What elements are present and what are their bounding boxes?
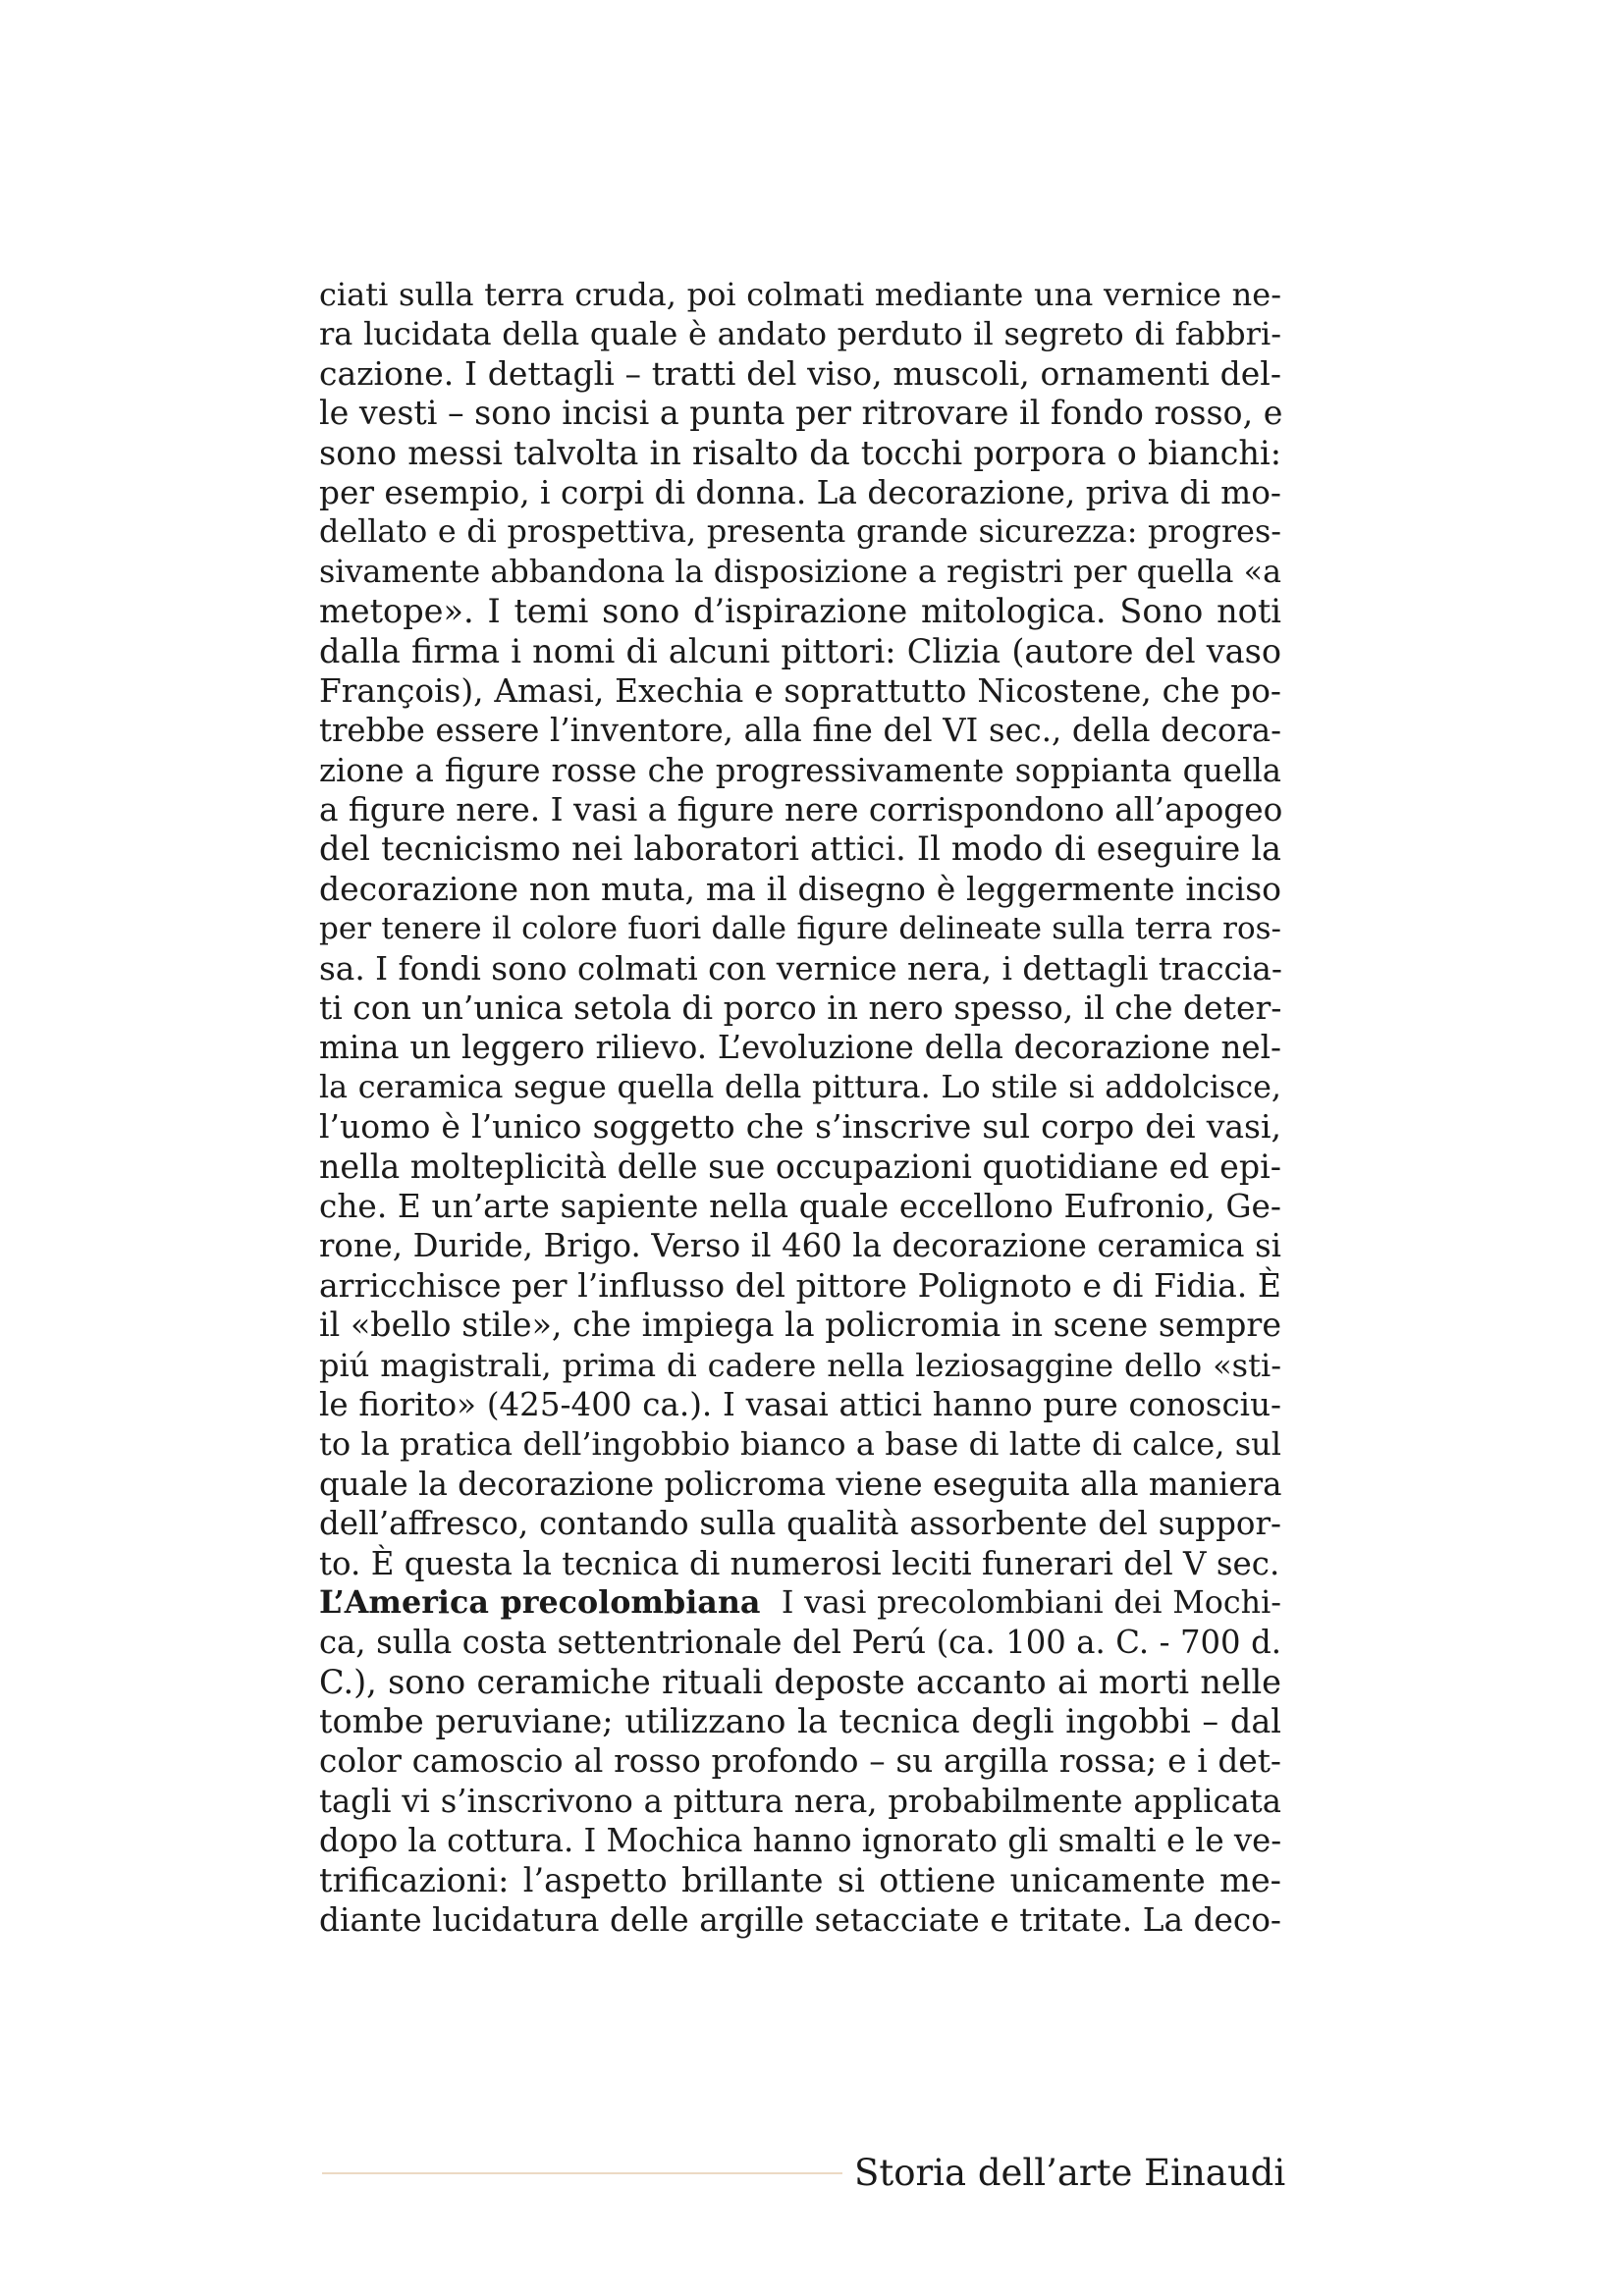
section-first-line (319, 1583, 1281, 1623)
text-line: sivamente abbandona la disposizione a registri per quella «a (319, 554, 1281, 590)
text-line: François), Amasi, Exechia e soprattutto Nicostene, che po- (319, 671, 1281, 710)
text-line: dell’affresco, contando sulla qualità assorbente del suppor- (319, 1505, 1281, 1543)
text-line: rone, Duride, Brigo. Verso il 460 la decorazione ceramica si (319, 1227, 1281, 1265)
text-line: ciati sulla terra cruda, poi colmati mediante una vernice ne- (319, 276, 1281, 313)
text-line: a figure nere. I vasi a figure nere corrispondono all’apogeo (319, 791, 1283, 829)
text-line: color camoscio al rosso profondo – su argilla rossa; e i det- (319, 1742, 1281, 1781)
text-line: nella molteplicità delle sue occupazioni quotidiane ed epi- (319, 1147, 1281, 1186)
text-line: to la pratica dell’ingobbio bianco a base di latte di calce, sul (319, 1425, 1281, 1464)
body-text (319, 275, 1281, 1940)
text-line: dalla firma i nomi di alcuni pittori: Clizia (autore del vaso (319, 631, 1281, 670)
text-line: quale la decorazione policroma viene eseguita alla maniera (319, 1465, 1282, 1503)
text-line: sono messi talvolta in risalto da tocchi porpora o bianchi: (319, 433, 1281, 472)
text-line: ra lucidata della quale è andato perduto il segreto di fabbri- (319, 315, 1281, 353)
text-line: arricchisce per l’influsso del pittore Polignoto e di Fidia. È (319, 1265, 1281, 1305)
text-line: per tenere il colore fuori dalle figure delineate sulla terra ros- (319, 911, 1281, 947)
text-line: to. È questa la tecnica di numerosi leciti funerari del V sec. (319, 1544, 1280, 1582)
text-line: cazione. I dettagli – tratti del viso, muscoli, ornamenti del- (319, 353, 1281, 393)
text-line: metope». I temi sono d’ispirazione mitologica. Sono noti (319, 592, 1281, 631)
footer-title: Storia dell’arte Einaudi (854, 2152, 1286, 2194)
text-line: trebbe essere l’inventore, alla fine del VI sec., della decora- (319, 712, 1281, 750)
text-line: le fiorito» (425-400 ca.). I vasai attici hanno pure conosciu- (319, 1385, 1281, 1423)
text-line: C.), sono ceramiche rituali deposte accanto ai morti nelle (319, 1662, 1281, 1701)
text-line: che. E un’arte sapiente nella quale eccellono Eufronio, Ge- (319, 1187, 1281, 1225)
text-line: diante lucidatura delle argille setacciate e tritate. La deco- (319, 1901, 1281, 1940)
text-line: tombe peruviane; utilizzano la tecnica degli ingobbi – dal (319, 1702, 1281, 1741)
section-heading: L’America precolombiana (319, 1583, 761, 1621)
text-line: piú magistrali, prima di cadere nella leziosaggine dello «sti- (319, 1346, 1281, 1384)
text-line: ca, sulla costa settentrionale del Perú (ca. 100 a. C. - 700 d. (319, 1624, 1281, 1662)
text-line: dellato e di prospettiva, presenta grande sicurezza: progres- (319, 514, 1281, 551)
footer-divider (322, 2172, 842, 2174)
text-line: del tecnicismo nei laboratori attici. Il modo di eseguire la (319, 829, 1281, 869)
text-line: ti con un’unica setola di porco in nero spesso, il che deter- (319, 988, 1282, 1028)
text-line: dopo la cottura. I Mochica hanno ignorato gli smalti e le ve- (319, 1822, 1282, 1860)
text-line: il «bello stile», che impiega la policromia in scene sempre (319, 1306, 1281, 1345)
text-line: la ceramica segue quella della pittura. Lo stile si addolcisce, (319, 1069, 1281, 1105)
text-line: decorazione non muta, ma il disegno è leggermente inciso (319, 869, 1281, 908)
text-line: trificazioni: l’aspetto brillante si ottiene unicamente me- (319, 1860, 1281, 1899)
text-line: zione a figure rosse che progressivamente soppianta quella (319, 751, 1281, 789)
section-first-line-text: I vasi precolombiani dei Mochi- (781, 1584, 1282, 1621)
text-line: per esempio, i corpi di donna. La decorazione, priva di mo- (319, 473, 1281, 511)
text-line: mina un leggero rilievo. L’evoluzione della decorazione nel- (319, 1029, 1281, 1067)
text-line: tagli vi s’inscrivono a pittura nera, probabilmente applicata (319, 1782, 1281, 1820)
text-line: le vesti – sono incisi a punta per ritrovare il fondo rosso, e (319, 394, 1283, 433)
text-line: sa. I fondi sono colmati con vernice nera, i dettagli tracciа- (319, 949, 1282, 988)
text-line: l’uomo è l’unico soggetto che s’inscrive sul corpo dei vasi, (319, 1107, 1281, 1147)
